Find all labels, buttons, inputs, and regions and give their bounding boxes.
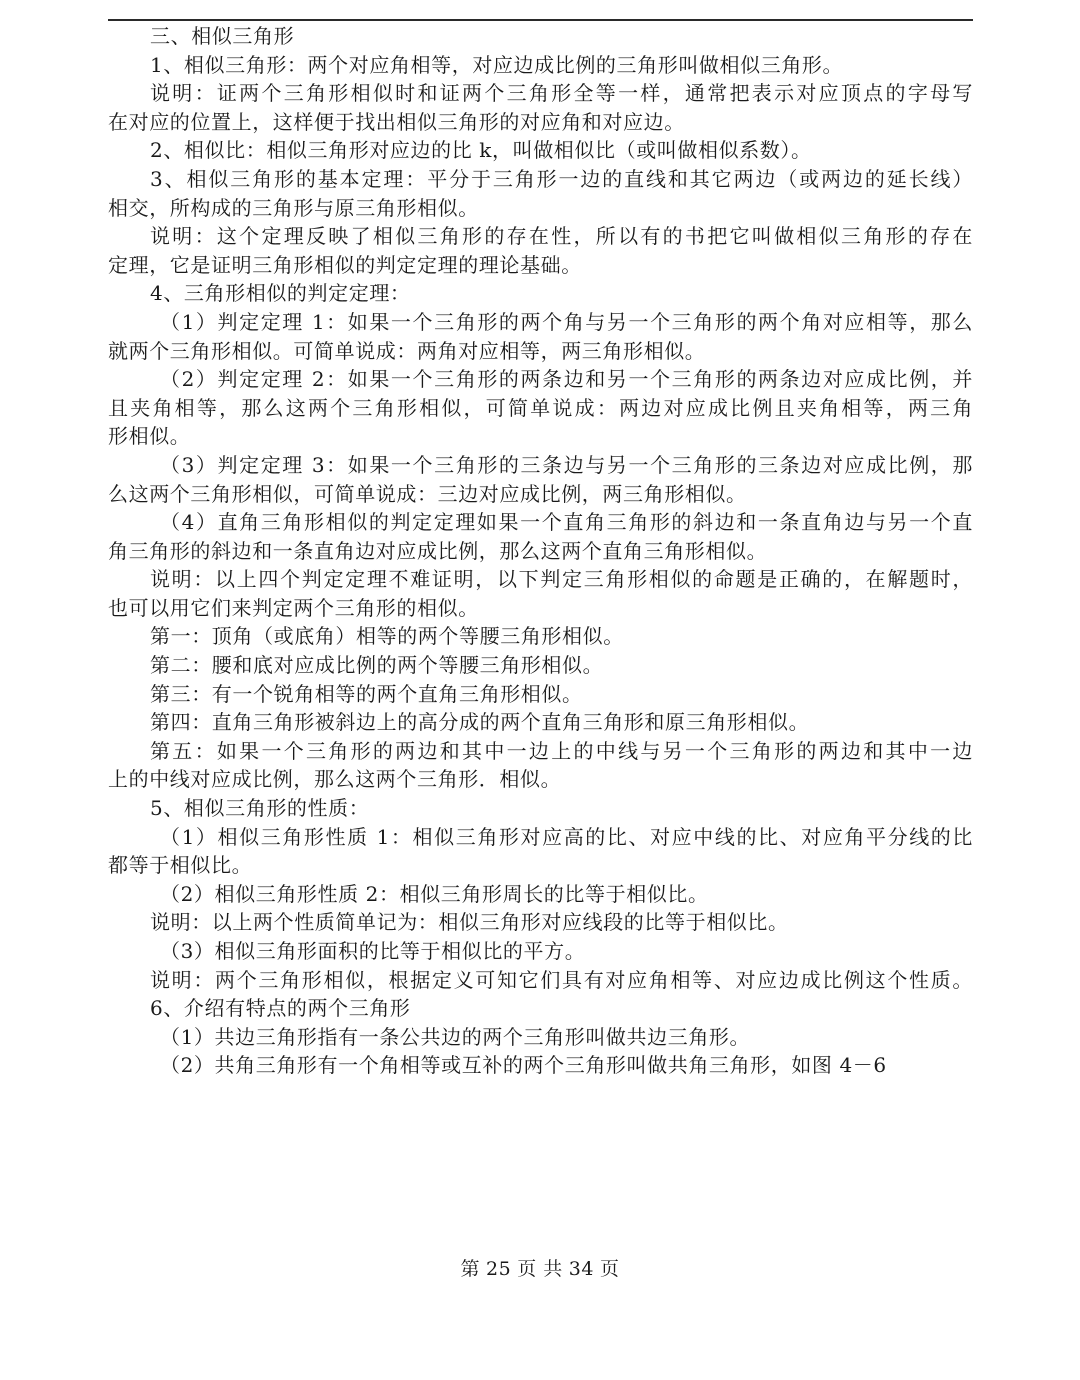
text-line: 形相似。 bbox=[108, 424, 191, 449]
text-line: （2）判定定理 2：如果一个三角形的两条边和另一个三角形的两条边对应成比例，并 bbox=[160, 367, 973, 392]
text-line: 就两个三角形相似。可简单说成：两角对应相等，两三角形相似。 bbox=[108, 338, 706, 363]
text-line: 且夹角相等，那么这两个三角形相似，可简单说成：两边对应成比例且夹角相等，两三角 bbox=[108, 395, 973, 420]
text-line: 第一：顶角（或底角）相等的两个等腰三角形相似。 bbox=[150, 624, 624, 649]
text-line: 说明：以上两个性质简单记为：相似三角形对应线段的比等于相似比。 bbox=[150, 910, 789, 935]
subsection-heading: 4、三角形相似的判定定理： bbox=[150, 281, 411, 306]
document-body bbox=[108, 22, 973, 1080]
text-line: （1）相似三角形性质 1：相似三角形对应高的比、对应中线的比、对应角平分线的比 bbox=[160, 824, 973, 849]
page-number: 25 bbox=[486, 1258, 512, 1280]
text-line: 说明：两个三角形相似，根据定义可知它们具有对应角相等、对应边成比例这个性质。 bbox=[150, 967, 973, 992]
text-line: 第五：如果一个三角形的两边和其中一边上的中线与另一个三角形的两边和其中一边 bbox=[150, 738, 973, 763]
text-line: （1）共边三角形指有一条公共边的两个三角形叫做共边三角形。 bbox=[160, 1024, 751, 1049]
text-line: 第三：有一个锐角相等的两个直角三角形相似。 bbox=[150, 681, 583, 706]
total-pages: 34 bbox=[568, 1258, 594, 1280]
text-line: （4）直角三角形相似的判定定理如果一个直角三角形的斜边和一条直角边与另一个直 bbox=[160, 510, 973, 535]
section-heading: 三、相似三角形 bbox=[150, 24, 295, 48]
text-line: 也可以用它们来判定两个三角形的相似。 bbox=[108, 595, 479, 620]
text-line: 么这两个三角形相似，可简单说成：三边对应成比例，两三角形相似。 bbox=[108, 481, 747, 506]
text-line: （2）共角三角形有一个角相等或互补的两个三角形叫做共角三角形，如图 4－6 bbox=[160, 1053, 887, 1078]
header-rule bbox=[108, 19, 973, 21]
footer-suffix: 页 bbox=[599, 1258, 620, 1280]
text-line: 相交，所构成的三角形与原三角形相似。 bbox=[108, 195, 479, 220]
text-line: 在对应的位置上，这样便于找出相似三角形的对应角和对应边。 bbox=[108, 109, 685, 134]
footer-mid: 页 共 bbox=[517, 1258, 563, 1280]
text-line: （2）相似三角形性质 2：相似三角形周长的比等于相似比。 bbox=[160, 881, 709, 906]
text-line: 都等于相似比。 bbox=[108, 853, 253, 878]
text-line: 定理，它是证明三角形相似的判定定理的理论基础。 bbox=[108, 252, 582, 277]
text-line: 1、相似三角形：两个对应角相等，对应边成比例的三角形叫做相似三角形。 bbox=[150, 52, 844, 77]
subsection-heading: 5、相似三角形的性质： bbox=[150, 796, 370, 821]
text-line: 说明：证两个三角形相似时和证两个三角形全等一样，通常把表示对应顶点的字母写 bbox=[150, 81, 973, 106]
footer-prefix: 第 bbox=[460, 1258, 481, 1280]
text-line: （3）相似三角形面积的比等于相似比的平方。 bbox=[160, 939, 586, 963]
text-line: 说明：以上四个判定定理不难证明，以下判定三角形相似的命题是正确的，在解题时， bbox=[150, 567, 973, 592]
text-line: 角三角形的斜边和一条直角边对应成比例，那么这两个直角三角形相似。 bbox=[108, 538, 768, 563]
text-line: （1）判定定理 1：如果一个三角形的两个角与另一个三角形的两个角对应相等，那么 bbox=[160, 309, 973, 334]
page-footer bbox=[0, 1254, 1080, 1281]
text-line: 说明：这个定理反映了相似三角形的存在性，所以有的书把它叫做相似三角形的存在 bbox=[150, 224, 973, 249]
text-line: 2、相似比：相似三角形对应边的比 k，叫做相似比（或叫做相似系数）。 bbox=[150, 138, 812, 163]
text-line: 第二：腰和底对应成比例的两个等腰三角形相似。 bbox=[150, 653, 604, 678]
text-line: 第四：直角三角形被斜边上的高分成的两个直角三角形和原三角形相似。 bbox=[150, 710, 810, 735]
subsection-heading: 6、介绍有特点的两个三角形 bbox=[150, 996, 411, 1021]
text-line: 3、相似三角形的基本定理：平分于三角形一边的直线和其它两边（或两边的延长线） bbox=[150, 166, 973, 191]
text-line: （3）判定定理 3：如果一个三角形的三条边与另一个三角形的三条边对应成比例，那 bbox=[160, 452, 973, 477]
text-line: 上的中线对应成比例，那么这两个三角形．相似。 bbox=[108, 767, 562, 792]
